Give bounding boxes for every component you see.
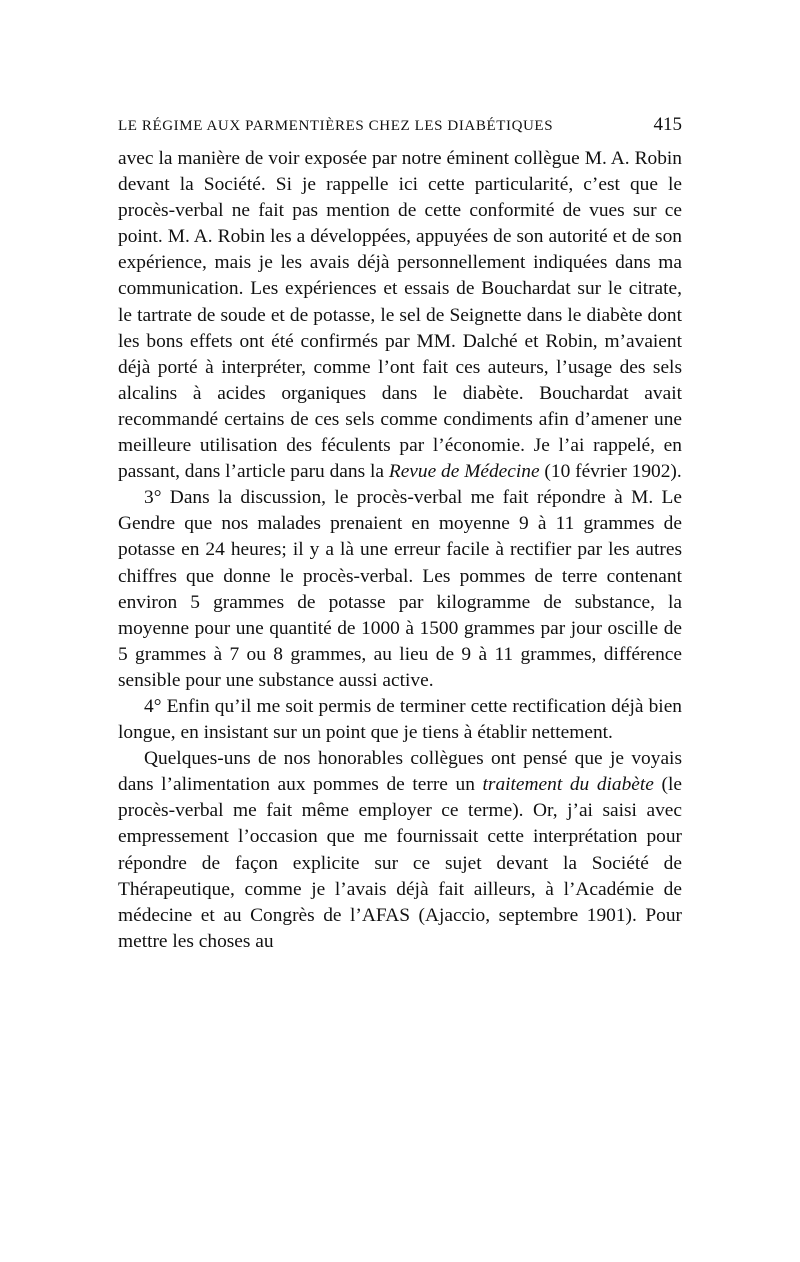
paragraph-point-3 (118, 485, 682, 694)
running-head (118, 114, 682, 144)
book-page (118, 114, 682, 955)
paragraph-continuation (118, 146, 682, 485)
italic-journal-title: Revue de Médecine (388, 461, 540, 483)
paragraph-point-4 (118, 694, 682, 746)
paragraph-text: 3° Dans la discussion, le procès-verbal me fait répondre à M. Le Gendre que nos malades prenaient en moyenne 9 à 11 grammes de potasse en 24 heures; il y a là une erreur facile à rectifier par les autres chiffres que donne le procès-verbal. Les pommes de terre contenant environ 5 grammes de potasse par kilogramme de substance, la moyenne pour une quantité de 1000 à 1500 grammes par jour oscille de 5 grammes à 7 ou 8 grammes, au lieu de 9 à 11 grammes, différence sensible pour une substance aussi active. (118, 487, 682, 691)
paragraph-text: (10 février 1902). (539, 461, 682, 483)
paragraph-text: (le procès-verbal me fait même employer ce terme). Or, j’ai saisi avec empressement l’occasion que me fournissait cette interprétation pour répondre de façon explicite sur ce sujet devant la Société de Thérapeutique, comme je l’avais déjà fait ailleurs, à l’Académie de médecine et au Congrès de l’AFAS (Ajaccio, septembre 1901). Pour mettre les choses au (118, 774, 682, 952)
page-number: 415 (653, 114, 682, 135)
body-text (118, 146, 682, 955)
italic-phrase: traitement du diabète (482, 774, 654, 796)
running-title: LE RÉGIME AUX PARMENTIÈRES CHEZ LES DIABÉTIQUES (118, 118, 554, 134)
paragraph-text: Quelques-uns de nos honorables collègues ont pensé que je voyais dans l’alimentation aux pommes de terre un (118, 748, 682, 796)
paragraph-text: avec la manière de voir exposée par notre éminent collègue M. A. Robin devant la Société. Si je rappelle ici cette particularité, c’est que le procès-verbal ne fait pas mention de cette conformité de vues sur ce point. M. A. Robin les a développées, appuyées de son autorité et de son expérience, mais je les avais déjà personnellement indiquées dans ma communication. Les expériences et essais de Bouchardat sur le citrate, le tartrate de soude et de potasse, le sel de Seignette dans le diabète dont les bons effets ont été confirmés par MM. Dalché et Robin, m’avaient déjà porté à interpréter, comme l’ont fait ces auteurs, l’usage des sels alcalins à acides organiques dans le diabète. Bouchardat avait recommandé certains de ces sels comme condiments afin d’amener une meilleure utilisation des féculents par l’économie. Je l’ai rappelé, en passant, dans l’article paru dans la (118, 148, 682, 483)
paragraph-text: 4° Enfin qu’il me soit permis de terminer cette rectification déjà bien longue, en insistant sur un point que je tiens à établir nettement. (118, 695, 682, 744)
paragraph-final (118, 746, 682, 955)
